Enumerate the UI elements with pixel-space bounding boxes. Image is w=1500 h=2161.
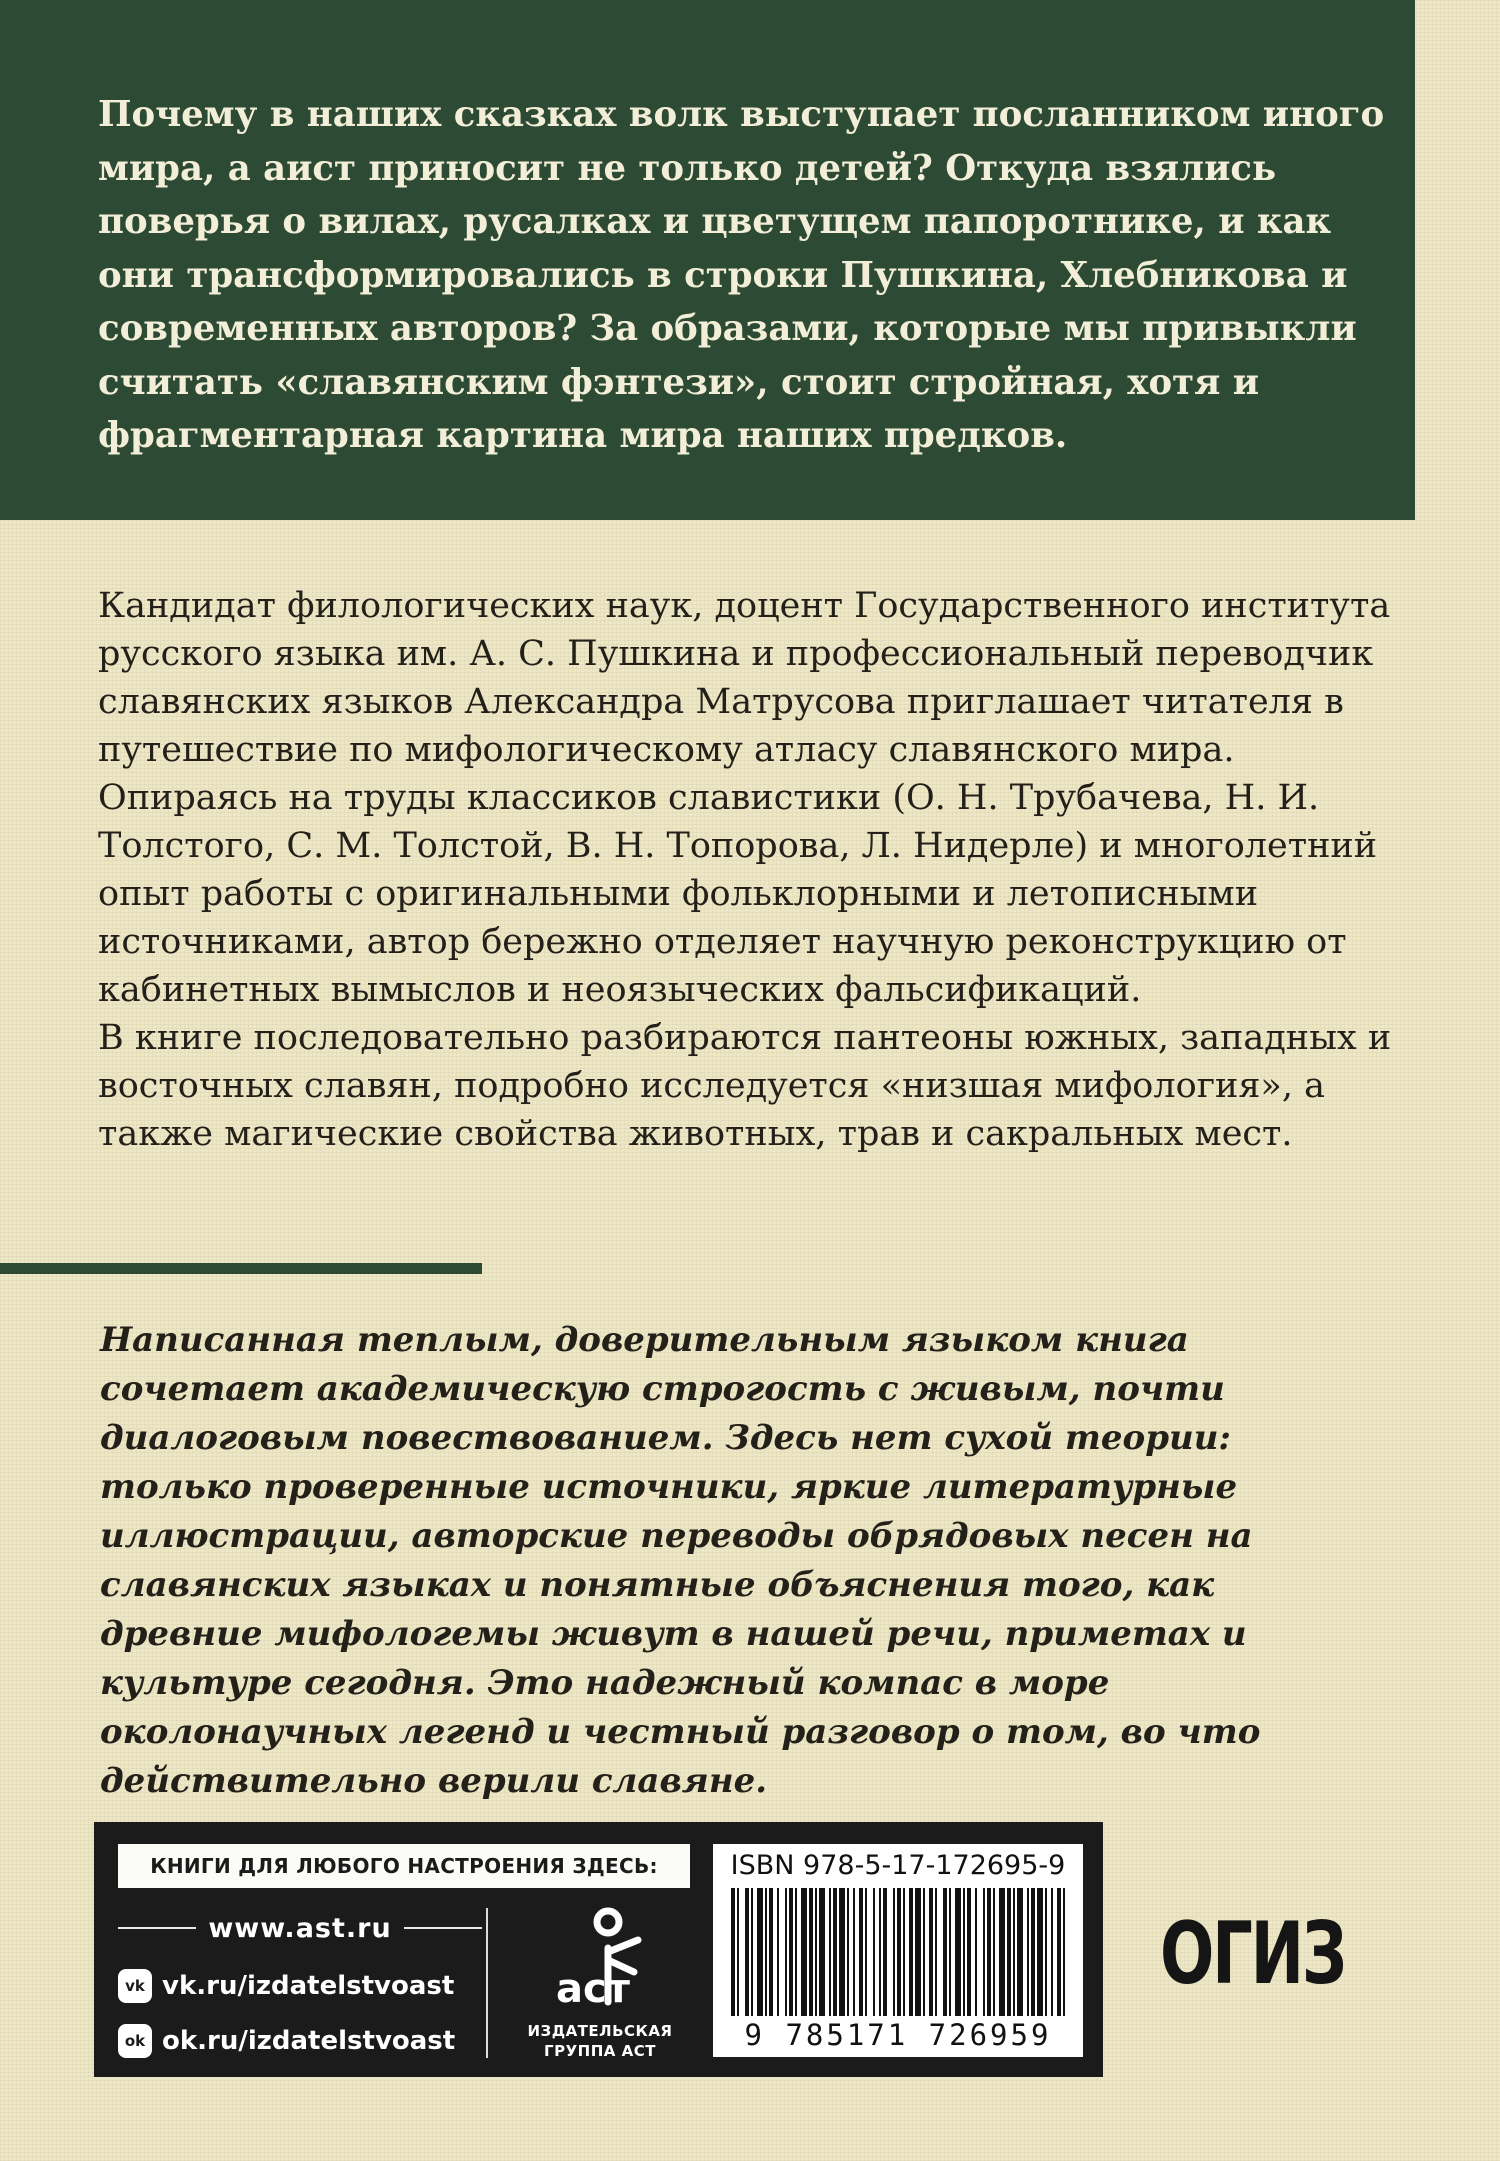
barcode-bar bbox=[1027, 1888, 1029, 2016]
barcode-bar bbox=[949, 1888, 951, 2016]
barcode-bar bbox=[795, 1888, 797, 2016]
barcode-bar bbox=[1013, 1888, 1015, 2016]
barcode-bar bbox=[1007, 1888, 1011, 2016]
barcode-bar bbox=[789, 1888, 793, 2016]
publisher-info-panel bbox=[94, 1822, 1103, 2077]
barcode-bar bbox=[853, 1888, 855, 2016]
barcode-bar bbox=[1063, 1888, 1065, 2016]
barcode-bar bbox=[873, 1888, 875, 2016]
barcode-bar bbox=[737, 1888, 739, 2016]
barcode-bar bbox=[809, 1888, 813, 2016]
barcode-bar bbox=[833, 1888, 837, 2016]
vk-icon: vk bbox=[118, 1969, 152, 2003]
barcode-bar bbox=[757, 1888, 763, 2016]
barcode-bar bbox=[1037, 1888, 1043, 2016]
barcode-bar bbox=[909, 1888, 913, 2016]
website-right-rule bbox=[404, 1927, 482, 1929]
barcode-bar bbox=[859, 1888, 863, 2016]
publisher-logo-block bbox=[502, 1902, 698, 2062]
barcode-bar bbox=[819, 1888, 825, 2016]
publisher-name-line2: ГРУППА АСТ bbox=[544, 2042, 656, 2060]
barcode-bar bbox=[987, 1888, 991, 2016]
tagline-banner: КНИГИ ДЛЯ ЛЮБОГО НАСТРОЕНИЯ ЗДЕСЬ: bbox=[118, 1844, 690, 1888]
isbn-barcode-box bbox=[713, 1844, 1083, 2057]
barcode-bar bbox=[903, 1888, 905, 2016]
barcode-icon bbox=[727, 1888, 1069, 2016]
barcode-bar bbox=[1051, 1888, 1053, 2016]
barcode-bar bbox=[1045, 1888, 1047, 2016]
barcode-digits: 9 785171 726959 bbox=[744, 2018, 1052, 2052]
barcode-bar bbox=[935, 1888, 937, 2016]
about-paragraph-2: В книге последовательно разбираются пантеоны южных, западных и восточных славян, подробно исследуется «низшая мифология», а также магические свойства животных, трав и сакральных мест. bbox=[98, 1018, 1392, 1154]
barcode-bar bbox=[829, 1888, 831, 2016]
ogiz-logo-icon bbox=[1160, 1904, 1345, 2004]
barcode-bar bbox=[883, 1888, 887, 2016]
barcode-bar bbox=[801, 1888, 807, 2016]
barcode-bar bbox=[923, 1888, 925, 2016]
ogiz-logo-text: ОГИЗ bbox=[1160, 1904, 1345, 2004]
vk-link[interactable]: vk.ru/izdatelstvoast bbox=[162, 1971, 455, 2001]
barcode-bar bbox=[897, 1888, 901, 2016]
panel-vertical-separator bbox=[486, 1908, 488, 2058]
barcode-bar bbox=[893, 1888, 895, 2016]
review-quote-paragraph: Написанная теплым, доверительным языком книга сочетает академическую строгость с живым, почти диалоговым повествованием. Здесь нет сухой теории: только проверенные источники, яркие литературные иллюстрации, авторские переводы обрядовых песен на славянских языках и понятные объяснения того, как древние мифологемы живут в нашей речи, приметах и культуре сегодня. Это надежный компас в море околонаучных легенд и честный разговор о том, во что действительно верили славяне. bbox=[100, 1320, 1261, 1801]
barcode-bar bbox=[751, 1888, 753, 2016]
barcode-bar bbox=[983, 1888, 985, 2016]
publisher-name-line1: ИЗДАТЕЛЬСКАЯ bbox=[527, 2022, 673, 2040]
ast-logo-text: аст bbox=[556, 1966, 630, 2012]
ok-icon: ok bbox=[118, 2024, 152, 2058]
barcode-bar bbox=[963, 1888, 965, 2016]
annotation-green-block bbox=[0, 0, 1415, 520]
website-row[interactable] bbox=[118, 1908, 482, 1948]
barcode-bar bbox=[1057, 1888, 1061, 2016]
barcode-bar bbox=[745, 1888, 749, 2016]
barcode-bar bbox=[975, 1888, 977, 2016]
barcode-bar bbox=[999, 1888, 1005, 2016]
barcode-bar bbox=[929, 1888, 933, 2016]
barcode-bar bbox=[865, 1888, 867, 2016]
about-paragraph-1: Кандидат филологических наук, доцент Государственного института русского языка им. А. С. Пушкина и профессиональный переводчик славянских языков Александра Матрусова приглашает читателя в путешествие по мифологическому атласу славянского мира. Опираясь на труды классиков славистики (О. Н. Трубачева, Н. И. Толстого, С. М. Толстой, В. Н. Топорова, Л. Нидерле) и многолетний опыт работы с оригинальными фольклорными и летописными источниками, автор бережно отделяет научную реконструкцию от кабинетных вымыслов и неоязыческих фальсификаций. bbox=[98, 586, 1391, 1010]
barcode-bar bbox=[815, 1888, 817, 2016]
ok-link-row[interactable] bbox=[118, 2021, 455, 2061]
barcode-bar bbox=[955, 1888, 961, 2016]
barcode-bar bbox=[967, 1888, 971, 2016]
ok-link[interactable]: ok.ru/izdatelstvoast bbox=[162, 2026, 456, 2056]
barcode-bar bbox=[1017, 1888, 1023, 2016]
barcode-bar bbox=[847, 1888, 849, 2016]
intro-paragraph: Почему в наших сказках волк выступает посланником иного мира, а аист приносит не только детей? Откуда взялись поверья о вилах, русалках и цветущем папоротнике, и как они трансформировались в строки Пушкина, Хлебникова и современных авторов? За образами, которые мы привыкли считать «славянским фэнтези», стоит стройная, хотя и фрагментарная картина мира наших предков. bbox=[98, 94, 1385, 456]
barcode-bar bbox=[879, 1888, 881, 2016]
barcode-bar bbox=[943, 1888, 947, 2016]
barcode-bar bbox=[777, 1888, 779, 2016]
about-author-paragraph bbox=[98, 582, 1408, 1158]
ast-logo-icon bbox=[550, 1902, 650, 2017]
section-divider bbox=[0, 1263, 482, 1274]
barcode-bar bbox=[731, 1888, 735, 2016]
barcode-bar bbox=[993, 1888, 995, 2016]
barcode-bar bbox=[839, 1888, 845, 2016]
barcode-bar bbox=[769, 1888, 773, 2016]
vk-link-row[interactable] bbox=[118, 1966, 454, 2006]
isbn-number: ISBN 978-5-17-172695-9 bbox=[730, 1850, 1066, 1881]
barcode-bar bbox=[1031, 1888, 1035, 2016]
barcode-bar bbox=[765, 1888, 767, 2016]
barcode-bar bbox=[915, 1888, 921, 2016]
barcode-bar bbox=[785, 1888, 787, 2016]
website-left-rule bbox=[118, 1927, 196, 1929]
website-link[interactable]: www.ast.ru bbox=[208, 1912, 392, 1944]
